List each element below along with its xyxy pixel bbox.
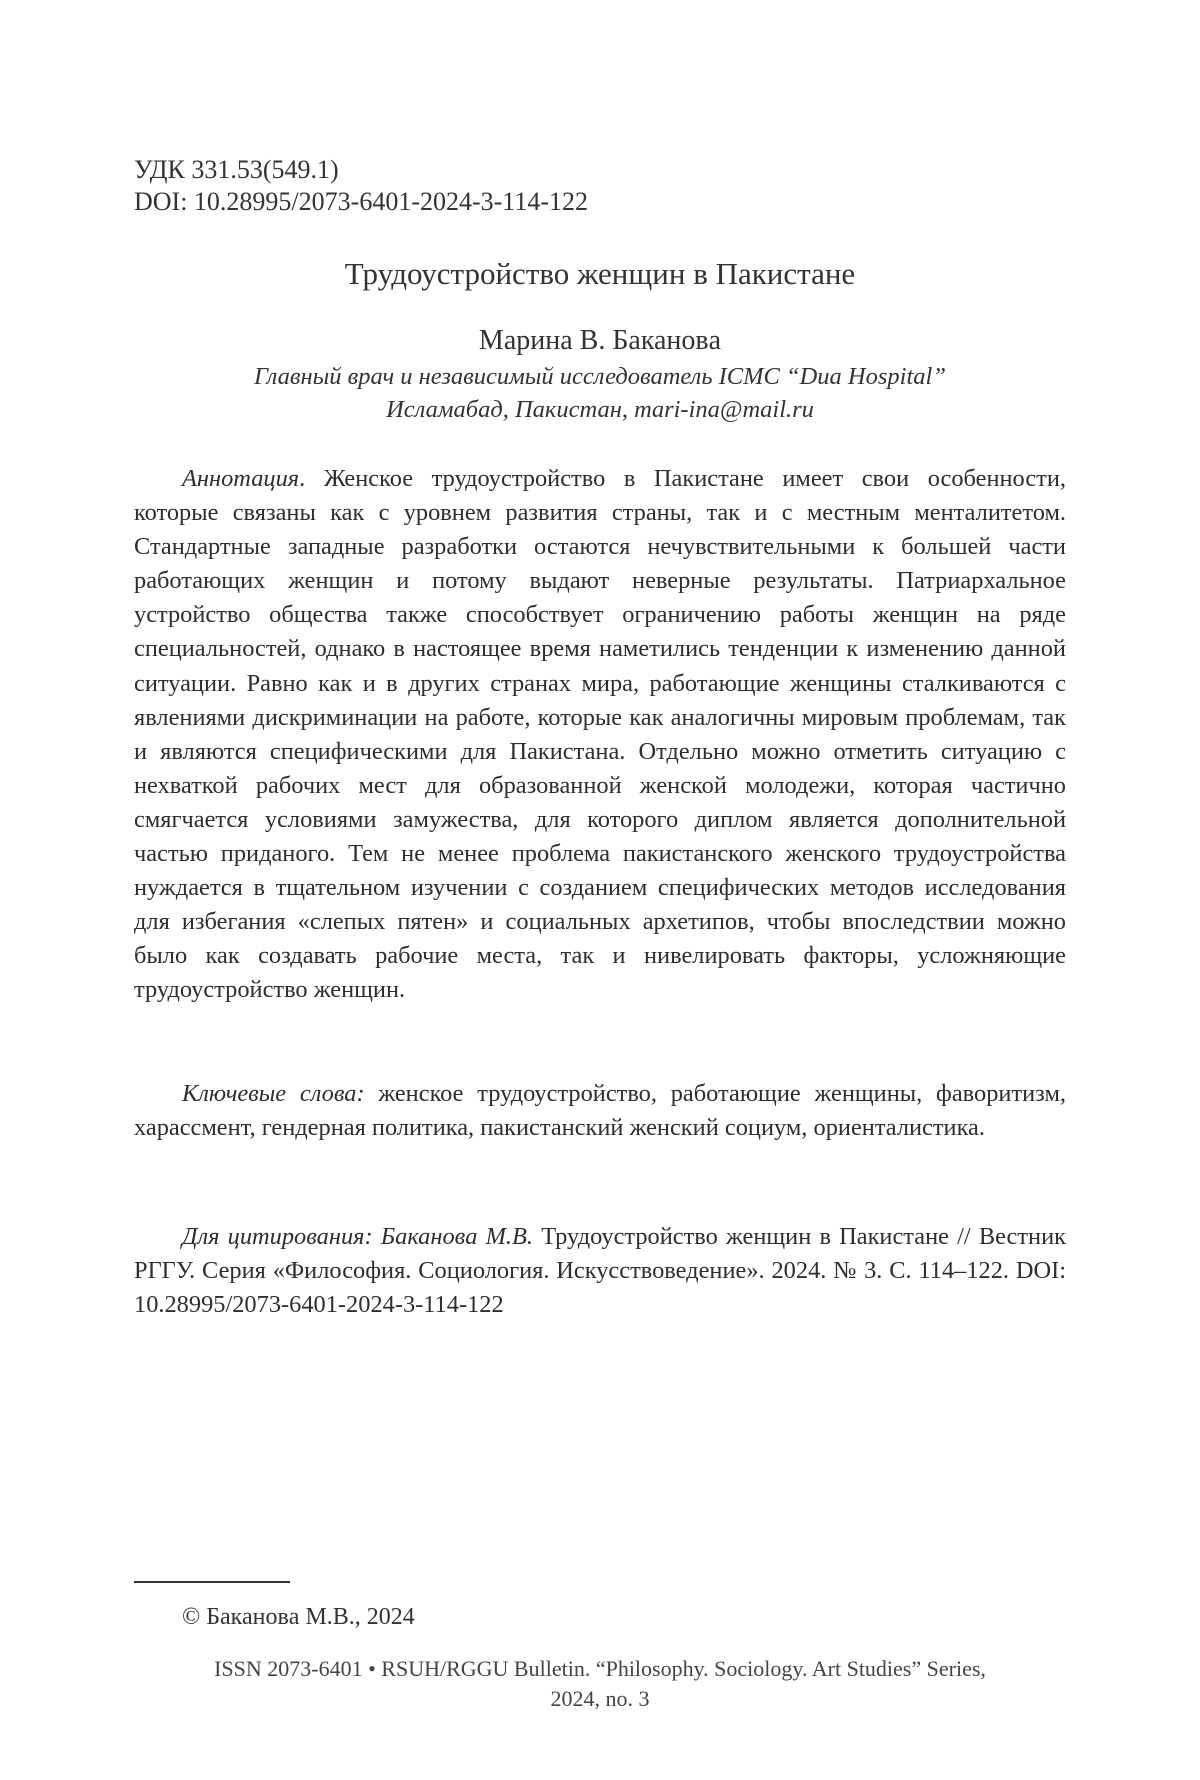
footer-line-1: ISSN 2073-6401 • RSUH/RGGU Bulletin. “Philosophy. Sociology. Art Studies” Series, bbox=[134, 1654, 1066, 1684]
footer-line-2: 2024, no. 3 bbox=[134, 1684, 1066, 1714]
abstract-paragraph bbox=[134, 462, 1066, 1008]
keywords-label: Ключевые слова: bbox=[182, 1080, 365, 1107]
article-title: Трудоустройство женщин в Пакистане bbox=[134, 254, 1066, 294]
author-location-email: Исламабад, Пакистан, mari-ina@mail.ru bbox=[134, 393, 1066, 426]
author-affiliation: Главный врач и независимый исследователь ICMC “Dua Hospital” bbox=[134, 360, 1066, 393]
copyright-note: © Бакановa М.В., 2024 bbox=[182, 1602, 415, 1632]
footnote-rule bbox=[134, 1581, 290, 1583]
article-page bbox=[0, 0, 1200, 1780]
author-block bbox=[134, 322, 1066, 426]
citation-label: Для цитирования: Бакановa М.В. bbox=[182, 1223, 533, 1250]
journal-footer bbox=[134, 1654, 1066, 1714]
article-identifiers bbox=[134, 154, 588, 218]
doi-code: DOI: 10.28995/2073-6401-2024-3-114-122 bbox=[134, 186, 588, 218]
abstract-label: Аннотация bbox=[182, 465, 299, 492]
citation-paragraph bbox=[134, 1220, 1066, 1322]
abstract-text: . Женское трудоустройство в Пакистане имеет свои особенности, которые связаны как с уровнем развития страны, так и с местным менталитетом. Стандартные западные разработки остаются не­чувствительными к большей части работающих женщин и потому выдают неверные результаты. Патриархальное устройство общества также спо­собствует ограничению работы женщин на ряде специальностей, однако в настоящее время наметились тенденции к изменению данной ситуации. Равно как и в других странах мира, работающие женщины сталкиваются с явлениями дискриминации на работе, которые как аналогичны мировым проблемам, так и являются специфическими для Пакистана. Отдельно можно отметить ситуацию с нехваткой рабочих мест для образованной женской молодежи, которая частично смягчается условиями замужества, для которого диплом является дополнительной частью приданого. Тем не менее проблема пакистанского женского трудоустройства нуждается в тщательном изучении с созданием специфических методов исследования для избегания «слепых пятен» и социальных архетипов, чтобы впослед­ствии можно было как создавать рабочие места, так и нивелировать фак­торы, усложняющие трудоустройство женщин. bbox=[134, 465, 1066, 1003]
citation-text: Трудоустройство женщин в Пакис­тане // Вестник РГГУ. Серия «Философия. Социология. Искусствоведе­ние». 2024. № 3. С. 114–122. DOI: 10.28995/2073-6401-2024-3-114-122 bbox=[134, 1223, 1066, 1318]
keywords-paragraph bbox=[134, 1077, 1066, 1145]
udk-code: УДК 331.53(549.1) bbox=[134, 154, 588, 186]
author-name: Марина В. Бакановa bbox=[134, 322, 1066, 360]
keywords-text: женское трудоустройство, работающие женщины, фаворитизм, харассмент, гендерная политика, пакистанский женский социум, ориенталистика. bbox=[134, 1080, 1066, 1141]
